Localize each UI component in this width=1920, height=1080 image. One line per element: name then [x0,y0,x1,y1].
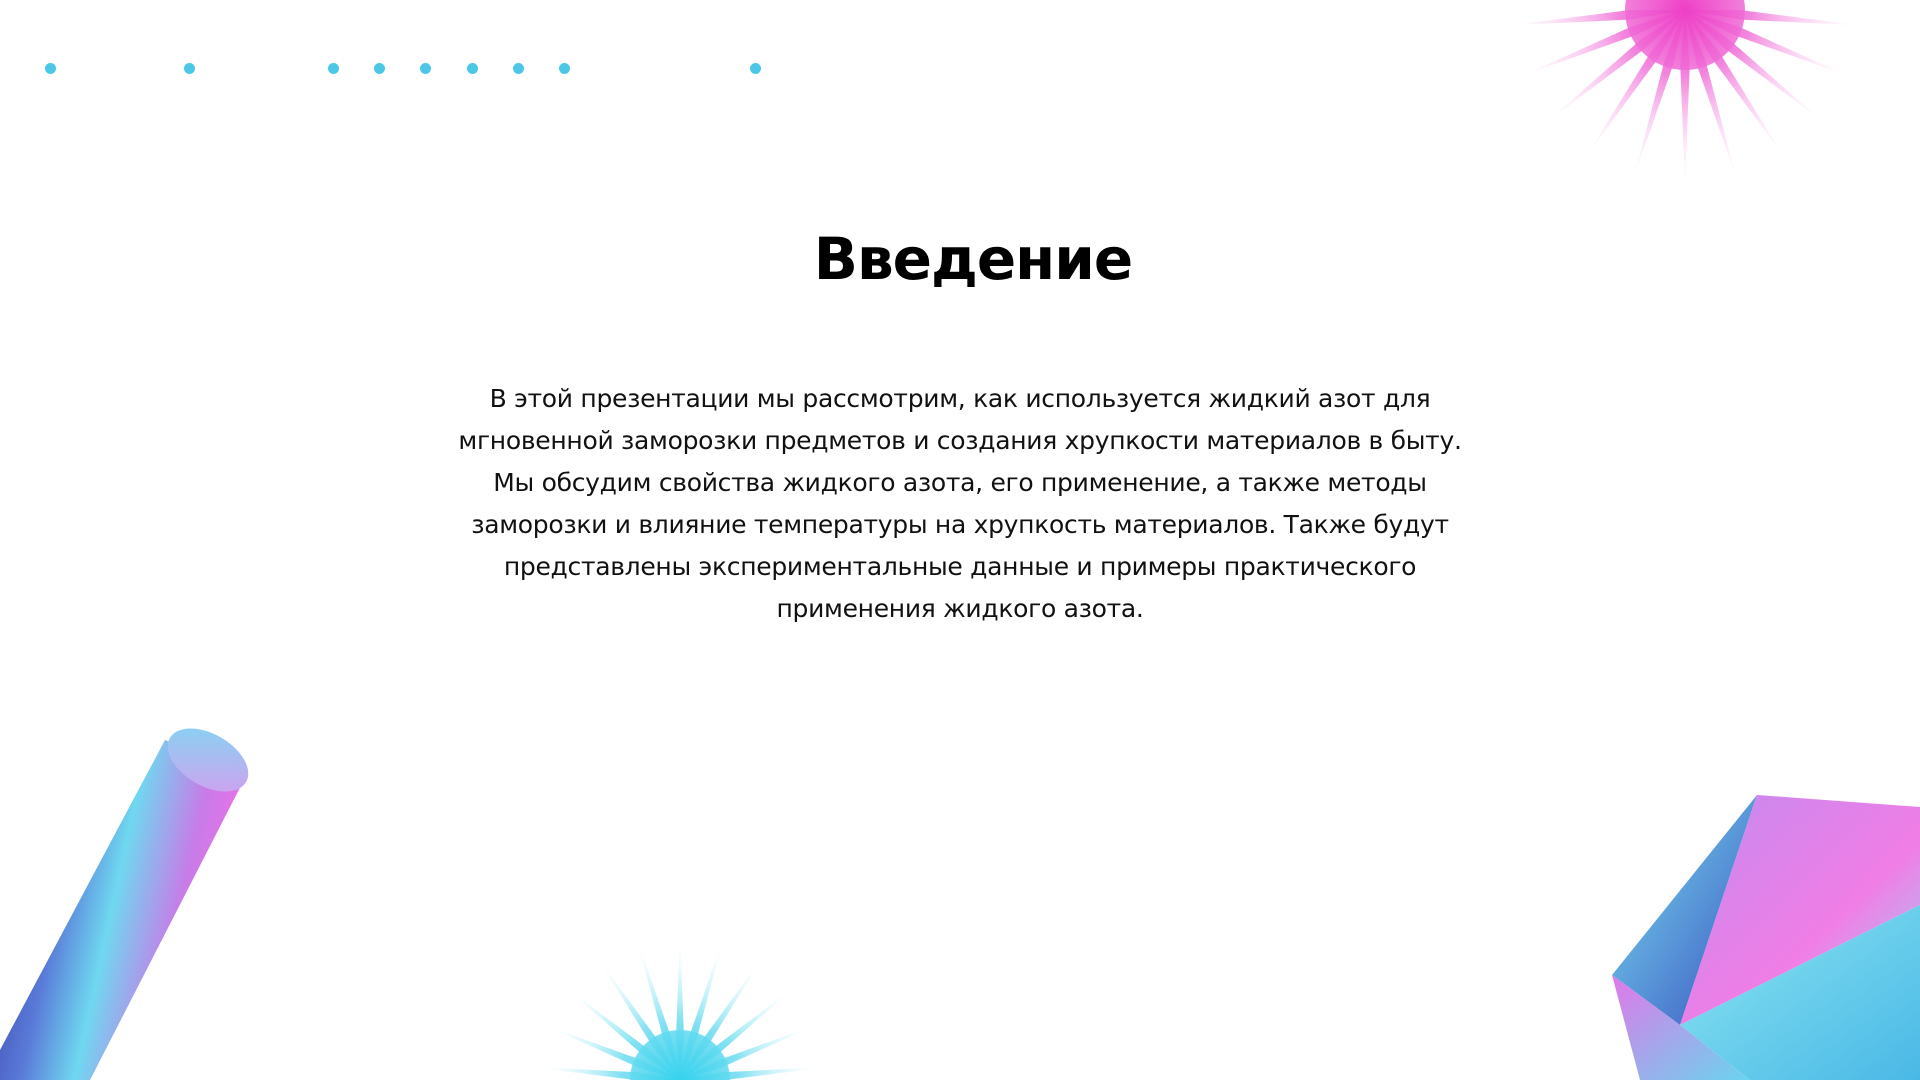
dot-icon [467,63,478,74]
dot-icon [184,63,195,74]
dot-icon [750,63,761,74]
dot-icon [45,63,56,74]
dot-icon [374,63,385,74]
slide-body-text: В этой презентации мы рассмотрим, как используется жидкий азот для мгновенной заморозки предметов и создания хрупкости материалов в быту. Мы обсудим свойства жидкого азота, его применение, а также методы заморозки и влияние температуры на хрупкость материалов. Также будут представлены экспериментальные данные и примеры практического применения жидкого азота. [458,384,1462,623]
dot-icon [513,63,524,74]
crystal-shape-icon [1600,785,1920,1080]
slide-title: Введение [813,225,1133,293]
dot-icon [328,63,339,74]
dot-icon [559,63,570,74]
dot-icon [420,63,431,74]
cylinder-shape-icon [0,720,270,1080]
sunburst-pink-icon [1480,0,1880,200]
sunburst-cyan-icon [510,920,850,1080]
